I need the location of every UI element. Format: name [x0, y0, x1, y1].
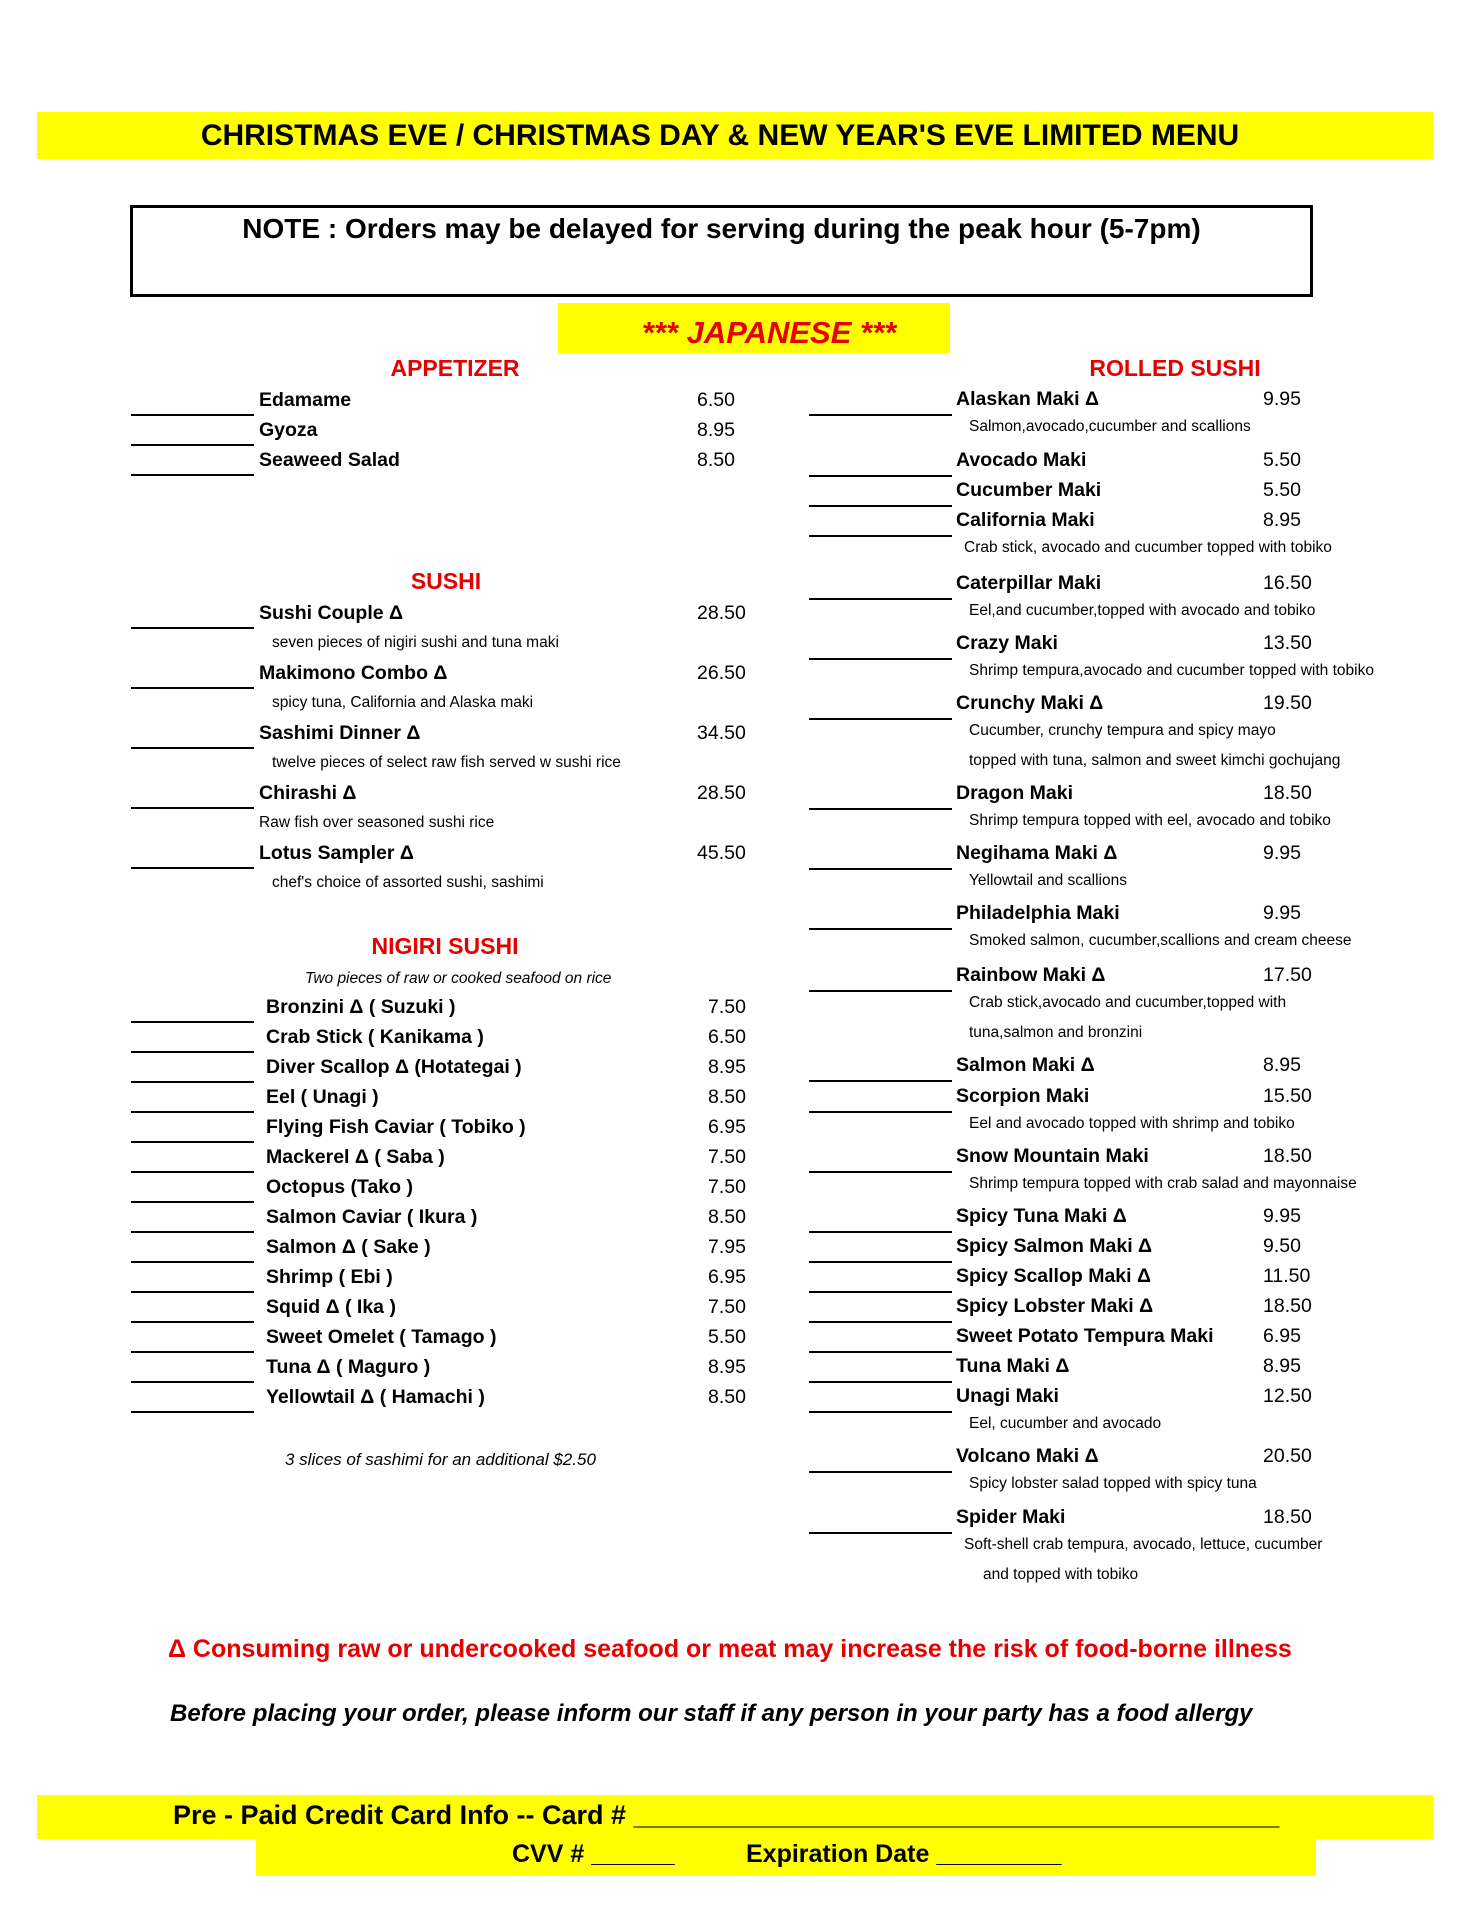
menu-item-price: 26.50	[697, 662, 746, 684]
menu-item-name: Scorpion Maki	[956, 1085, 1090, 1107]
menu-item-description: Raw fish over seasoned sushi rice	[259, 814, 495, 831]
menu-item-name: Spicy Salmon Maki Δ	[956, 1235, 1153, 1257]
order-qty-line[interactable]	[131, 414, 254, 416]
order-qty-line[interactable]	[131, 1201, 254, 1203]
nigiri-heading: NIGIRI SUSHI	[371, 933, 519, 959]
menu-item-name: California Maki	[956, 509, 1095, 531]
menu-item-name: Squid Δ ( Ika )	[266, 1296, 396, 1318]
menu-item-price: 18.50	[1263, 782, 1312, 804]
order-qty-line[interactable]	[131, 1021, 254, 1023]
menu-item-price: 28.50	[697, 782, 746, 804]
menu-item-name: Makimono Combo Δ	[259, 662, 448, 684]
cvv-field[interactable]: CVV # ______	[512, 1840, 675, 1868]
menu-item-name: Crazy Maki	[956, 632, 1058, 654]
nigiri-footnote: 3 slices of sashimi for an additional $2.50	[285, 1450, 596, 1469]
menu-item-description: Shrimp tempura topped with eel, avocado and tobiko	[969, 812, 1331, 829]
menu-item-price: 7.50	[708, 1176, 746, 1198]
expiration-date-field[interactable]: Expiration Date _________	[746, 1840, 1062, 1868]
menu-item-price: 7.95	[708, 1236, 746, 1258]
menu-item-description: Shrimp tempura,avocado and cucumber topped with tobiko	[969, 662, 1374, 679]
menu-item-name: Crab Stick ( Kanikama )	[266, 1026, 484, 1048]
menu-item-price: 20.50	[1263, 1445, 1312, 1467]
order-qty-line[interactable]	[809, 1080, 952, 1082]
menu-item-name: Flying Fish Caviar ( Tobiko )	[266, 1116, 526, 1138]
menu-item-name: Spicy Tuna Maki Δ	[956, 1205, 1127, 1227]
sushi-heading: SUSHI	[410, 568, 482, 594]
menu-item-name: Cucumber Maki	[956, 479, 1102, 501]
menu-item-description: Crab stick, avocado and cucumber topped with tobiko	[964, 539, 1332, 556]
order-qty-line[interactable]	[131, 1231, 254, 1233]
menu-item-price: 5.50	[1263, 479, 1301, 501]
menu-item-price: 8.95	[708, 1356, 746, 1378]
menu-item-name: Sashimi Dinner Δ	[259, 722, 421, 744]
menu-item-name: Seaweed Salad	[259, 449, 400, 471]
order-qty-line[interactable]	[809, 1291, 952, 1293]
menu-item-name: Shrimp ( Ebi )	[266, 1266, 393, 1288]
menu-item-price: 6.50	[697, 389, 735, 411]
menu-item-price: 9.95	[1263, 902, 1301, 924]
menu-item-name: Salmon Maki Δ	[956, 1054, 1095, 1076]
order-qty-line[interactable]	[809, 990, 952, 992]
order-qty-line[interactable]	[131, 1291, 254, 1293]
order-qty-line[interactable]	[131, 1081, 254, 1083]
menu-item-name: Avocado Maki	[956, 449, 1087, 471]
order-qty-line[interactable]	[809, 1111, 952, 1113]
menu-item-description: Yellowtail and scallions	[969, 872, 1127, 889]
menu-item-name: Caterpillar Maki	[956, 572, 1102, 594]
menu-item-description: seven pieces of nigiri sushi and tuna maki	[272, 634, 559, 651]
order-qty-line[interactable]	[131, 747, 254, 749]
menu-item-name: Sweet Potato Tempura Maki	[956, 1325, 1214, 1347]
menu-item-name: Edamame	[259, 389, 352, 411]
menu-item-name: Alaskan Maki Δ	[956, 388, 1099, 410]
order-qty-line[interactable]	[131, 627, 254, 629]
menu-item-name: Negihama Maki Δ	[956, 842, 1118, 864]
order-qty-line[interactable]	[809, 1471, 952, 1473]
order-qty-line[interactable]	[131, 474, 254, 476]
menu-item-price: 13.50	[1263, 632, 1312, 654]
menu-item-price: 18.50	[1263, 1295, 1312, 1317]
menu-item-price: 8.50	[708, 1086, 746, 1108]
menu-item-price: 9.95	[1263, 842, 1301, 864]
order-qty-line[interactable]	[131, 687, 254, 689]
order-qty-line[interactable]	[809, 868, 952, 870]
menu-item-name: Crunchy Maki Δ	[956, 692, 1104, 714]
order-qty-line[interactable]	[131, 807, 254, 809]
order-qty-line[interactable]	[809, 808, 952, 810]
menu-item-description: Eel,and cucumber,topped with avocado and tobiko	[969, 602, 1316, 619]
menu-item-price: 15.50	[1263, 1085, 1312, 1107]
menu-item-price: 8.50	[708, 1206, 746, 1228]
menu-item-description: Cucumber, crunchy tempura and spicy mayo	[969, 722, 1276, 739]
menu-item-name: Lotus Sampler Δ	[259, 842, 414, 864]
menu-item-name: Yellowtail Δ ( Hamachi )	[266, 1386, 485, 1408]
order-qty-line[interactable]	[809, 1261, 952, 1263]
menu-item-price: 8.95	[708, 1056, 746, 1078]
order-qty-line[interactable]	[131, 444, 254, 446]
menu-item-name: Tuna Δ ( Maguro )	[266, 1356, 431, 1378]
order-qty-line[interactable]	[131, 1261, 254, 1263]
order-qty-line[interactable]	[809, 1351, 952, 1353]
appetizer-heading: APPETIZER	[390, 355, 520, 381]
order-qty-line[interactable]	[131, 1321, 254, 1323]
raw-food-warning: Δ Consuming raw or undercooked seafood or meat may increase the risk of food-borne illness	[168, 1635, 1292, 1663]
menu-item-price: 5.50	[1263, 449, 1301, 471]
menu-item-name: Gyoza	[259, 419, 318, 441]
menu-item-description: and topped with tobiko	[983, 1566, 1139, 1583]
order-qty-line[interactable]	[809, 1321, 952, 1323]
menu-item-price: 18.50	[1263, 1506, 1312, 1528]
order-qty-line[interactable]	[809, 718, 952, 720]
order-qty-line[interactable]	[131, 1171, 254, 1173]
menu-item-description: Eel, cucumber and avocado	[969, 1415, 1162, 1432]
order-qty-line[interactable]	[809, 1381, 952, 1383]
menu-item-price: 7.50	[708, 1296, 746, 1318]
menu-item-price: 9.95	[1263, 388, 1301, 410]
menu-item-price: 8.95	[1263, 1355, 1301, 1377]
menu-item-description: Crab stick,avocado and cucumber,topped with	[969, 994, 1287, 1011]
menu-item-price: 6.95	[708, 1116, 746, 1138]
menu-item-name: Philadelphia Maki	[956, 902, 1120, 924]
order-qty-line[interactable]	[809, 1532, 952, 1534]
menu-item-description: Eel and avocado topped with shrimp and tobiko	[969, 1115, 1295, 1132]
menu-item-description: Soft-shell crab tempura, avocado, lettuce, cucumber	[964, 1536, 1323, 1553]
menu-item-name: Spicy Lobster Maki Δ	[956, 1295, 1154, 1317]
order-qty-line[interactable]	[809, 505, 952, 507]
menu-item-name: Salmon Δ ( Sake )	[266, 1236, 431, 1258]
menu-item-price: 16.50	[1263, 572, 1312, 594]
order-qty-line[interactable]	[131, 1111, 254, 1113]
menu-item-price: 45.50	[697, 842, 746, 864]
menu-item-name: Sushi Couple Δ	[259, 602, 404, 624]
menu-item-name: Spider Maki	[956, 1506, 1066, 1528]
menu-item-name: Mackerel Δ ( Saba )	[266, 1146, 445, 1168]
menu-item-price: 18.50	[1263, 1145, 1312, 1167]
peak-hour-note-box	[130, 205, 1313, 297]
menu-item-price: 9.95	[1263, 1205, 1301, 1227]
menu-item-description: tuna,salmon and bronzini	[969, 1024, 1143, 1041]
menu-item-description: chef's choice of assorted sushi, sashimi	[272, 874, 544, 891]
menu-item-description: Smoked salmon, cucumber,scallions and cream cheese	[969, 932, 1352, 949]
order-qty-line[interactable]	[809, 535, 952, 537]
menu-item-name: Chirashi Δ	[259, 782, 357, 804]
holiday-menu-banner	[37, 112, 1433, 159]
menu-item-price: 6.95	[1263, 1325, 1301, 1347]
menu-item-name: Bronzini Δ ( Suzuki )	[266, 996, 456, 1018]
menu-item-description: Spicy lobster salad topped with spicy tuna	[969, 1475, 1257, 1492]
order-qty-line[interactable]	[809, 928, 952, 930]
card-number-field[interactable]: Pre - Paid Credit Card Info -- Card # ___________________________________________	[173, 1800, 1280, 1830]
menu-item-price: 7.50	[708, 1146, 746, 1168]
order-qty-line[interactable]	[131, 1051, 254, 1053]
menu-item-price: 34.50	[697, 722, 746, 744]
order-qty-line[interactable]	[131, 1411, 254, 1413]
order-qty-line[interactable]	[809, 1411, 952, 1413]
menu-item-price: 5.50	[708, 1326, 746, 1348]
menu-item-price: 12.50	[1263, 1385, 1312, 1407]
menu-item-name: Eel ( Unagi )	[266, 1086, 379, 1108]
menu-item-price: 8.50	[708, 1386, 746, 1408]
menu-item-price: 11.50	[1263, 1265, 1311, 1287]
order-qty-line[interactable]	[809, 598, 952, 600]
menu-item-price: 8.95	[1263, 1054, 1301, 1076]
menu-item-price: 28.50	[697, 602, 746, 624]
menu-item-price: 8.50	[697, 449, 735, 471]
rolled-heading: ROLLED SUSHI	[1089, 355, 1261, 381]
menu-item-description: Salmon,avocado,cucumber and scallions	[969, 418, 1251, 435]
menu-item-price: 7.50	[708, 996, 746, 1018]
menu-item-description: spicy tuna, California and Alaska maki	[272, 694, 534, 711]
menu-item-name: Unagi Maki	[956, 1385, 1059, 1407]
menu-item-name: Diver Scallop Δ (Hotategai )	[266, 1056, 522, 1078]
peak-hour-note: NOTE : Orders may be delayed for serving during the peak hour (5-7pm)	[242, 213, 1201, 244]
menu-item-description: Shrimp tempura topped with crab salad and mayonnaise	[969, 1175, 1357, 1192]
menu-item-price: 6.50	[708, 1026, 746, 1048]
order-qty-line[interactable]	[809, 658, 952, 660]
allergy-notice: Before placing your order, please inform our staff if any person in your party has a food allergy	[170, 1700, 1253, 1727]
menu-item-price: 6.95	[708, 1266, 746, 1288]
order-qty-line[interactable]	[131, 1351, 254, 1353]
menu-item-price: 8.95	[697, 419, 735, 441]
menu-item-price: 9.50	[1263, 1235, 1301, 1257]
menu-item-name: Spicy Scallop Maki Δ	[956, 1265, 1151, 1287]
menu-item-name: Tuna Maki Δ	[956, 1355, 1070, 1377]
menu-item-description: topped with tuna, salmon and sweet kimchi gochujang	[969, 752, 1341, 769]
nigiri-subtitle: Two pieces of raw or cooked seafood on rice	[305, 970, 612, 987]
menu-item-name: Sweet Omelet ( Tamago )	[266, 1326, 497, 1348]
menu-item-description: twelve pieces of select raw fish served w sushi rice	[272, 754, 621, 771]
order-qty-line[interactable]	[809, 1171, 952, 1173]
order-qty-line[interactable]	[131, 1141, 254, 1143]
menu-item-name: Octopus (Tako )	[266, 1176, 413, 1198]
order-qty-line[interactable]	[809, 475, 952, 477]
order-qty-line[interactable]	[131, 1381, 254, 1383]
menu-item-name: Rainbow Maki Δ	[956, 964, 1106, 986]
menu-item-price: 19.50	[1263, 692, 1312, 714]
order-qty-line[interactable]	[809, 414, 952, 416]
menu-item-price: 17.50	[1263, 964, 1312, 986]
menu-item-name: Snow Mountain Maki	[956, 1145, 1149, 1167]
menu-item-name: Dragon Maki	[956, 782, 1074, 804]
cuisine-heading: *** JAPANESE ***	[558, 303, 950, 353]
menu-item-price: 8.95	[1263, 509, 1301, 531]
order-qty-line[interactable]	[809, 1231, 952, 1233]
banner-title: CHRISTMAS EVE / CHRISTMAS DAY & NEW YEAR'S EVE LIMITED MENU	[200, 118, 1240, 152]
menu-item-name: Salmon Caviar ( Ikura )	[266, 1206, 478, 1228]
order-qty-line[interactable]	[131, 867, 254, 869]
menu-item-name: Volcano Maki Δ	[956, 1445, 1099, 1467]
